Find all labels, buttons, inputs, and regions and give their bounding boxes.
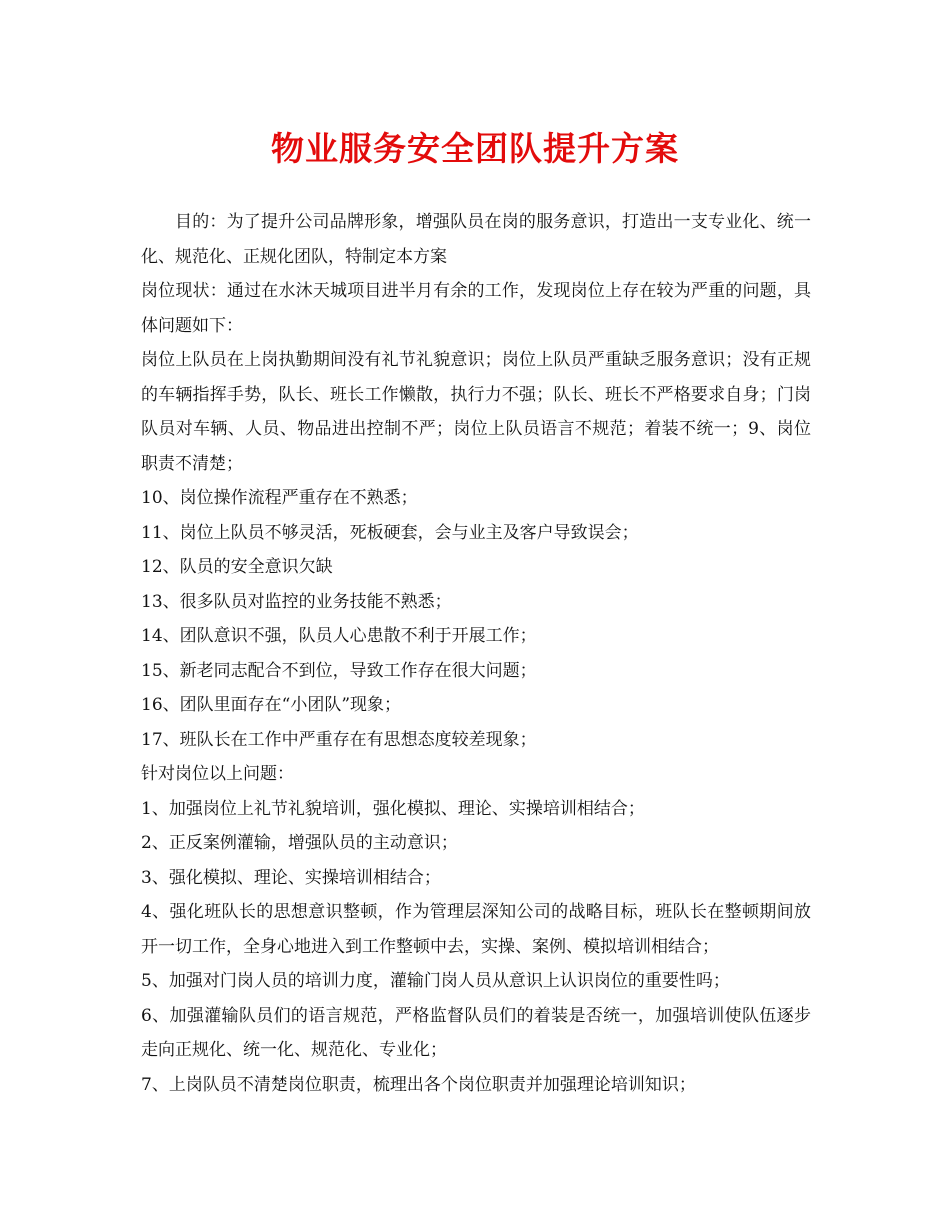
- paragraph-purpose: 目的：为了提升公司品牌形象，增强队员在岗的服务意识，打造出一支专业化、统一化、规范化、正规化团队，特制定本方案: [141, 212, 811, 267]
- document-body: [141, 205, 811, 1102]
- solutions-heading: 针对岗位以上问题：: [141, 764, 294, 784]
- problem-item: 17、班队长在工作中严重存在有思想态度较差现象；: [141, 729, 537, 750]
- problem-item: 11、岗位上队员不够灵活，死板硬套，会与业主及客户导致误会；: [141, 522, 639, 543]
- problem-item: 14、团队意识不强，队员人心患散不利于开展工作；: [141, 626, 537, 646]
- solution-item: 7、上岗队员不清楚岗位职责，梳理出各个岗位职责并加强理论培训知识；: [141, 1074, 696, 1095]
- solution-item: 1、加强岗位上礼节礼貌培训，强化模拟、理论、实操培训相结合；: [141, 798, 645, 819]
- paragraph-problems-summary: 岗位上队员在上岗执勤期间没有礼节礼貌意识；岗位上队员严重缺乏服务意识；没有正规的车辆指挥手势，队长、班长工作懒散，执行力不强；队长、班长不严格要求自身；门岗队员对车辆、人员、物品进出控制不严；岗位上队员语言不规范；着装不统一；9、岗位职责不清楚；: [141, 350, 811, 474]
- solution-item: 4、强化班队长的思想意识整顿，作为管理层深知公司的战略目标，班队长在整顿期间放开一切工作，全身心地进入到工作整顿中去，实操、案例、模拟培训相结合；: [141, 902, 811, 957]
- solution-item: 3、强化模拟、理论、实操培训相结合；: [141, 867, 441, 888]
- problem-item: 16、团队里面存在“小团队”现象；: [141, 695, 402, 715]
- problem-item: 15、新老同志配合不到位，导致工作存在很大问题；: [141, 660, 537, 681]
- solution-item: 5、加强对门岗人员的培训力度，灌输门岗人员从意识上认识岗位的重要性吗；: [141, 971, 730, 991]
- paragraph-current-status: 岗位现状：通过在水沐天城项目进半月有余的工作，发现岗位上存在较为严重的问题，具体问题如下：: [141, 281, 811, 336]
- solution-item: 2、正反案例灌输，增强队员的主动意识；: [141, 833, 458, 853]
- document-title: 物业服务安全团队提升方案: [271, 129, 679, 168]
- problem-item: 10、岗位操作流程严重存在不熟悉；: [141, 488, 418, 508]
- problem-item: 13、很多队员对监控的业务技能不熟悉；: [141, 591, 452, 612]
- solution-item: 6、加强灌输队员们的语言规范，严格监督队员们的着装是否统一，加强培训使队伍逐步走向正规化、统一化、规范化、专业化；: [141, 1005, 811, 1060]
- problem-item: 12、队员的安全意识欠缺: [141, 557, 333, 577]
